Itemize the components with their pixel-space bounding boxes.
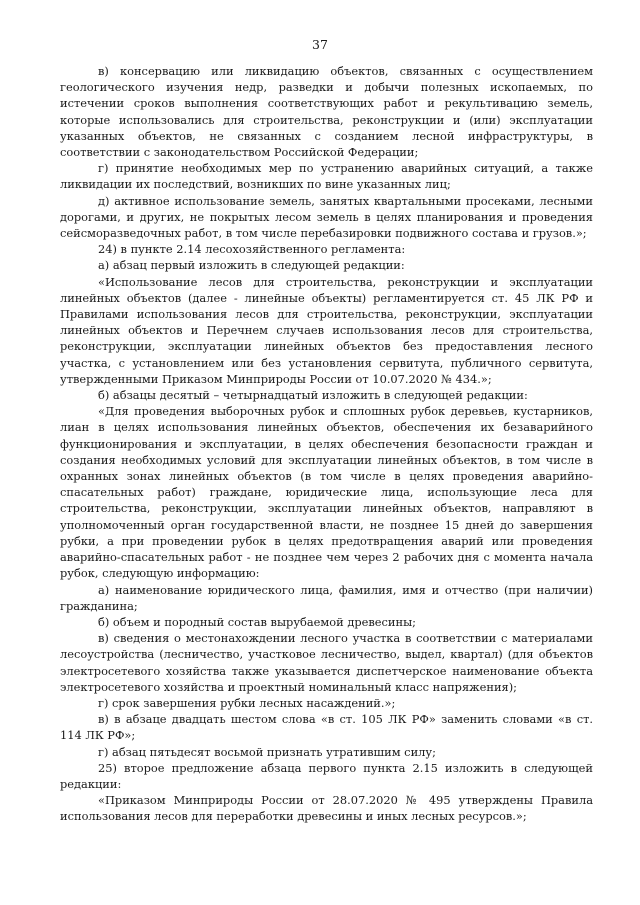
paragraph: «Для проведения выборочных рубок и сплошных рубок деревьев, кустарников, лиан в целях использования линейных объектов, обеспечения их безаварийного функционирования и эксплуатации, в целях обеспечения безопасности граждан и создания необходимых условий для эксплуатации линейных объектов, в том числе в охранных зонах линейных объектов (в том числе в целях проведения аварийно-спасательных работ) граждане, юридические лица, использующие леса для строительства, реконструкции, эксплуатации линейных объектов, направляют в уполномоченный орган государственной власти, не позднее 15 дней до завершения рубки, а при проведении рубок в целях предотвращения аварий или проведения аварийно-спасательных работ - не позднее чем через 2 рабочих дня с момента начала рубок, следующую информацию: [60, 404, 593, 581]
paragraph: а) наименование юридического лица, фамилия, имя и отчество (при наличии) гражданина; [60, 582, 593, 613]
paragraph: г) принятие необходимых мер по устранению аварийных ситуаций, а также ликвидации их последствий, возникших по вине указанных лиц; [60, 161, 593, 192]
paragraph: в) сведения о местонахождении лесного участка в соответствии с материалами лесоустройства (лесничество, участковое лесничество, выдел, квартал) (для объектов электросетевого хозяйства также указывается диспетчерское наименование объекта электросетевого хозяйства и проектный номинальный класс напряжения); [60, 631, 593, 694]
page-number: 37 [312, 37, 328, 52]
paragraph: 25) второе предложение абзаца первого пункта 2.15 изложить в следующей редакции: [60, 760, 593, 791]
paragraph: «Использование лесов для строительства, реконструкции и эксплуатации линейных объектов (далее - линейные объекты) регламентируется ст. 45 ЛК РФ и Правилами использования лесов для строительства, реконструкции, эксплуатации линейных объектов и Перечнем случаев использования лесов для строительства, реконструкции, эксплуатации линейных объектов без предоставления лесного участка, с установлением или без установления сервитута, публичного сервитута, утвержденными Приказом Минприроды России от 10.07.2020 № 434.»; [60, 274, 593, 386]
paragraph: б) объем и породный состав вырубаемой древесины; [98, 614, 417, 629]
paragraph: «Приказом Минприроды России от 28.07.2020 № 495 утверждены Правила использования лесов для переработки древесины и иных лесных ресурсов.»; [60, 793, 593, 824]
paragraph: д) активное использование земель, занятых квартальными просеками, лесными дорогами, и других, не покрытых лесом земель в целях планирования и проведения сейсморазведочных работ, в том числе перебазировки подвижного состава и грузов.»; [60, 193, 593, 241]
paragraph: в) консервацию или ликвидацию объектов, связанных с осуществлением геологического изучения недр, разведки и добычи полезных ископаемых, по истечении сроков выполнения соответствующих работ и рекультивацию земель, которые использовались для строительства, реконструкции и (или) эксплуатации указанных объектов, не связанных с созданием лесной инфраструктуры, в соответствии с законодательством Российской Федерации; [60, 64, 593, 160]
document-body [60, 63, 593, 825]
paragraph: г) срок завершения рубки лесных насаждений.»; [98, 695, 396, 710]
paragraph: г) абзац пятьдесят восьмой признать утратившим силу; [98, 744, 436, 759]
paragraph: 24) в пункте 2.14 лесохозяйственного регламента: [98, 242, 406, 257]
paragraph: в) в абзаце двадцать шестом слова «в ст. 105 ЛК РФ» заменить словами «в ст. 114 ЛК РФ»; [60, 712, 593, 743]
paragraph: б) абзацы десятый – четырнадцатый изложить в следующей редакции: [98, 388, 528, 403]
paragraph: а) абзац первый изложить в следующей редакции: [98, 258, 405, 273]
